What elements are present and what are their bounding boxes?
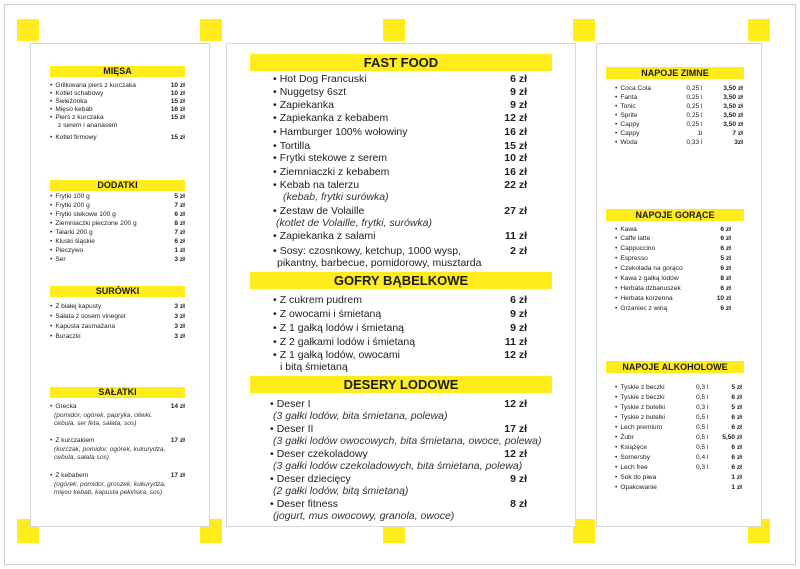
menu-item: • Cappy 0,25 l 3,50 zł — [615, 121, 743, 129]
menu-item: • Kapusta zasmażana 3 zł — [50, 323, 185, 331]
menu-item: • Frytki 200 g 7 zł — [50, 202, 185, 210]
menu-item: • Talarki 200 g 7 zł — [50, 229, 185, 237]
menu-item: • Somersby 0,4 l 6 zł — [615, 454, 742, 462]
item-description: (jogurt, mus owocowy, granola, owoce) — [273, 510, 455, 522]
item-description: mięso kebab, kapusta pekińska, sos) — [54, 489, 163, 496]
menu-item: • Tyskie z butelki 0,3 l 5 zł — [615, 404, 742, 412]
menu-item: • Książęce 0,5 l 6 zł — [615, 444, 742, 452]
menu-item: • Deser fitness 8 zł — [270, 498, 527, 510]
deco-block — [573, 19, 595, 41]
menu-item: • Z 1 gałką lodów, owocami 12 zł — [273, 349, 527, 361]
menu-item: • Nuggetsy 6szt 9 zł — [273, 86, 527, 98]
menu-item: • Tortilla 15 zł — [273, 140, 527, 152]
menu-item: • Ziemniaczki pieczone 200 g 8 zł — [50, 220, 185, 228]
menu-item: • Woda 0,33 l 3zł — [615, 139, 743, 147]
menu-item: • Deser I 12 zł — [270, 398, 527, 410]
menu-item: • Świeżonka 15 zł — [50, 98, 185, 106]
menu-item: • Sprite 0,25 l 3,50 zł — [615, 112, 743, 120]
menu-item: • Kawa z gałką lodów 8 zł — [615, 275, 731, 283]
menu-item: • Zestaw de Volaille 27 zł — [273, 205, 527, 217]
menu-item: • Z 2 gałkami lodów i śmietaną 11 zł — [273, 336, 527, 348]
menu-item: • Mięso kebab 16 zł — [50, 106, 185, 114]
menu-item: • Czekolada na gorąco 6 zł — [615, 265, 731, 273]
menu-item: • Kluski śląskie 6 zł — [50, 238, 185, 246]
menu-item-continuation: i bitą śmietaną — [280, 361, 348, 373]
item-description: (3 gałki lodów, bita śmietana, polewa) — [273, 410, 448, 422]
menu-item: • Zapiekanka 9 zł — [273, 99, 527, 111]
menu-item: • Frytki stekowe 100 g 6 zł — [50, 211, 185, 219]
menu-item: • Cappy 1l 7 zł — [615, 130, 743, 138]
category-title-gofry: GOFRY BĄBELKOWE — [250, 272, 552, 289]
menu-item: • Sosy: czosnkowy, ketchup, 1000 wysp, 2 zł — [273, 245, 527, 257]
item-description: (pomidor, ogórek, papryka, oliwki, — [54, 412, 153, 419]
menu-item: • Lech free 0,3 l 6 zł — [615, 464, 742, 472]
menu-item: • Grzaniec z winą 6 zł — [615, 305, 731, 313]
menu-item: • Tonic 0,25 l 3,50 zł — [615, 103, 743, 111]
category-title-desery: DESERY LODOWE — [250, 376, 552, 393]
menu-item: • Sok do piwa 1 zł — [615, 474, 742, 482]
menu-item: • Frytki stekowe z serem 10 zł — [273, 152, 527, 164]
deco-block — [200, 19, 222, 41]
category-title-fastfood: FAST FOOD — [250, 54, 552, 71]
menu-item: • Z cukrem pudrem 6 zł — [273, 294, 527, 306]
menu-item: • Hot Dog Francuski 6 zł — [273, 73, 527, 85]
category-title-gorace: NAPOJE GORĄCE — [606, 209, 744, 221]
item-description: (3 gałki lodów owocowych, bita śmietana, owoce, polewa) — [273, 435, 542, 447]
menu-item: • Espresso 5 zł — [615, 255, 731, 263]
menu-item: • Z kurczakiem 17 zł — [50, 437, 185, 445]
menu-item-continuation: z serem i ananasem — [58, 122, 118, 129]
menu-item: • Herbata korzenna 10 zł — [615, 295, 731, 303]
menu-item: • Żubr 0,5 l 5,50 zł — [615, 434, 742, 442]
menu-item: • Z kebabem 17 zł — [50, 472, 185, 480]
menu-item: • Lech premium 0,5 l 6 zł — [615, 424, 742, 432]
item-description: cebula, sałata sos) — [54, 454, 109, 461]
menu-item: • Tyskie z beczki 0,5 l 6 zł — [615, 394, 742, 402]
menu-item: • Kawa 6 zł — [615, 226, 731, 234]
deco-block — [17, 19, 39, 41]
menu-item: • Cappuccino 6 zł — [615, 245, 731, 253]
menu-item: • Sałata z sosem vinegret 3 zł — [50, 313, 185, 321]
menu-item: • Hamburger 100% wołowiny 16 zł — [273, 126, 527, 138]
category-title-zimne: NAPOJE ZIMNE — [606, 67, 744, 79]
deco-block — [383, 19, 405, 41]
menu-item: • Grillowana pierś z kurczaka 10 zł — [50, 82, 185, 90]
deco-block — [573, 519, 595, 543]
menu-item: • Tyskie z butelki 0,5 l 6 zł — [615, 414, 742, 422]
menu-item: • Kotlet schabowy 10 zł — [50, 90, 185, 98]
menu-item: • Zapiekanka z salami 11 zł — [273, 230, 527, 242]
item-description: (kotlet de Volaille, frytki, surówka) — [276, 217, 432, 229]
menu-item: • Opakowanie 1 zł — [615, 484, 742, 492]
menu-item: • Coca Cola 0,25 l 3,50 zł — [615, 85, 743, 93]
item-description: (ogórek, pomidor, groszek, kukurydza, — [54, 481, 166, 488]
menu-item: • Kotlet firmowy 15 zł — [50, 134, 185, 142]
menu-item: • Pierś z kurczaka 15 zł — [50, 114, 185, 122]
menu-item: • Deser czekoladowy 12 zł — [270, 448, 527, 460]
menu-item: • Caffe latte 6 zł — [615, 235, 731, 243]
menu-item-continuation: pikantny, barbecue, pomidorowy, musztarda — [277, 257, 482, 269]
menu-item: • Z białej kapusty 3 zł — [50, 303, 185, 311]
item-description: cebula, ser feta, sałata, sos) — [54, 420, 137, 427]
item-description: (3 gałki lodów czekoladowych, bita śmietana, polewa) — [273, 460, 523, 472]
menu-item: • Ser 3 zł — [50, 256, 185, 264]
menu-item: • Z 1 gałką lodów i śmietaną 9 zł — [273, 322, 527, 334]
item-description: (2 gałki lodów, bitą śmietaną) — [273, 485, 409, 497]
menu-item: • Z owocami i śmietaną 9 zł — [273, 308, 527, 320]
menu-item: • Grecka 14 zł — [50, 403, 185, 411]
menu-item: • Fanta 0,25 l 3,50 zł — [615, 94, 743, 102]
deco-block — [748, 19, 770, 41]
menu-item: • Herbata dzbanuszek 6 zł — [615, 285, 731, 293]
menu-item: • Kebab na talerzu 22 zł — [273, 179, 527, 191]
menu-item: • Buraczki 3 zł — [50, 333, 185, 341]
menu-item: • Tyskie z beczki 0,3 l 5 zł — [615, 384, 742, 392]
menu-item: • Deser II 17 zł — [270, 423, 527, 435]
category-title-salatki: SAŁATKI — [50, 387, 185, 398]
menu-item: • Deser dziecięcy 9 zł — [270, 473, 527, 485]
menu-item: • Zapiekanka z kebabem 12 zł — [273, 112, 527, 124]
menu-item: • Ziemniaczki z kebabem 16 zł — [273, 166, 527, 178]
item-description: (kebab, frytki surówka) — [283, 191, 389, 203]
menu-item: • Pieczywo 1 zł — [50, 247, 185, 255]
item-description: (kurczak, pomidor, ogórek, kukurydza, — [54, 446, 166, 453]
category-title-dodatki: DODATKI — [50, 180, 185, 191]
category-title-surowki: SURÓWKI — [50, 286, 185, 297]
category-title-miesa: MIĘSA — [50, 66, 185, 77]
menu-item: • Frytki 100 g 5 zł — [50, 193, 185, 201]
category-title-alko: NAPOJE ALKOHOLOWE — [606, 361, 744, 373]
